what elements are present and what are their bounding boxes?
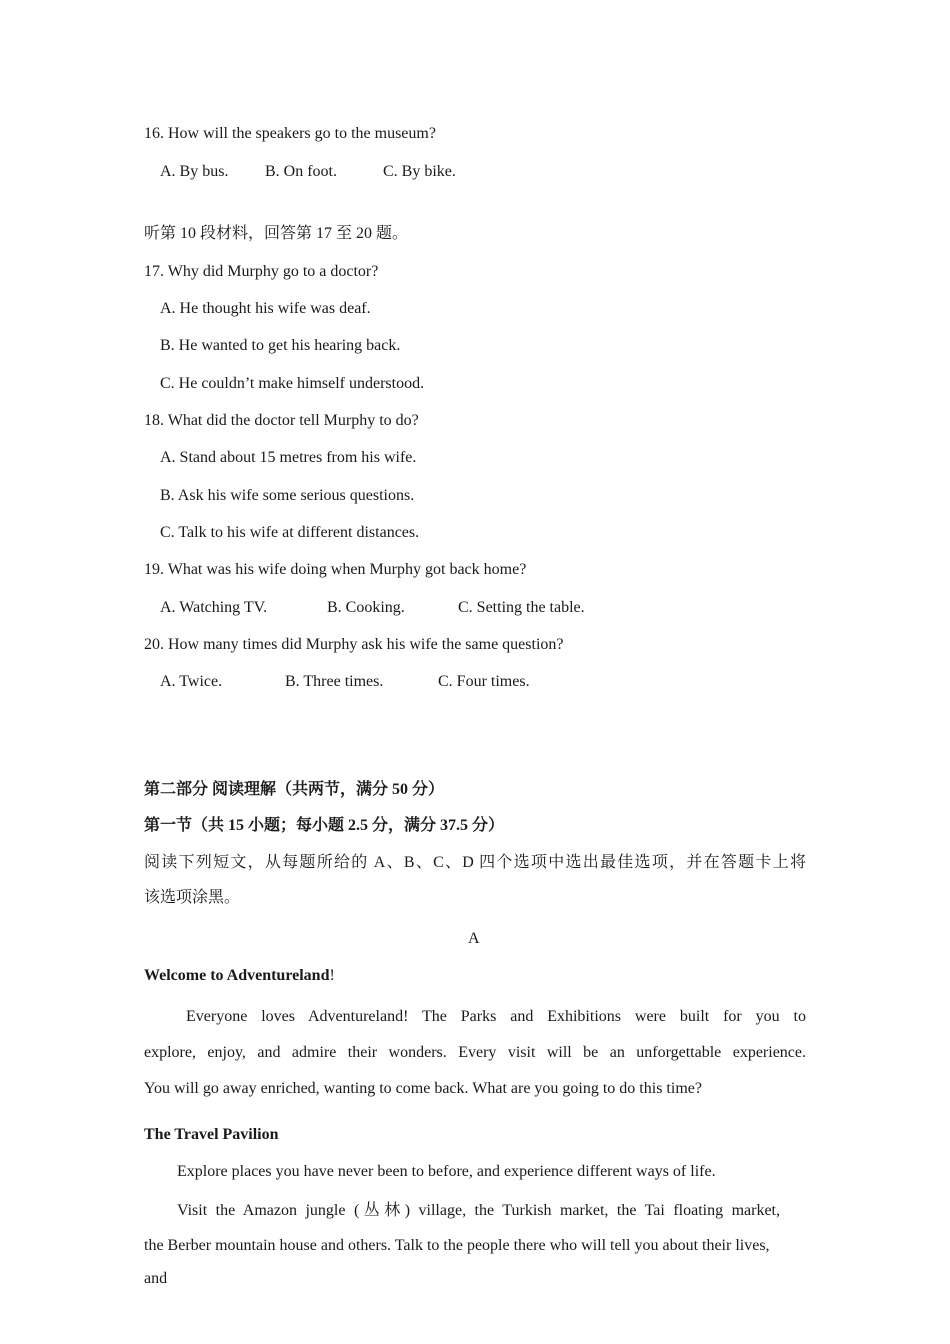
passage-title-mark: ! (329, 967, 335, 984)
q17-option-c: C. He couldn’t make himself understood. (160, 375, 425, 392)
q16-option-b: B. On foot. (265, 163, 337, 180)
q18-option-c: C. Talk to his wife at different distances. (160, 524, 420, 541)
question-16: 16. How will the speakers go to the museum? (144, 125, 436, 142)
passage-letter: A (468, 930, 480, 947)
question-20: 20. How many times did Murphy ask his wife the same question? (144, 636, 564, 653)
section-one-heading: 第一节（共 15 小题；每小题 2.5 分，满分 37.5 分） (144, 817, 505, 834)
intro-line-1: Everyone loves Adventureland! The Parks and Exhibitions were built for you to (186, 1008, 806, 1025)
passage-title-text: Welcome to Adventureland (144, 967, 330, 984)
question-18: 18. What did the doctor tell Murphy to do? (144, 412, 419, 429)
q20-option-b: B. Three times. (285, 673, 384, 690)
question-19: 19. What was his wife doing when Murphy got back home? (144, 561, 527, 578)
q20-option-a: A. Twice. (160, 673, 223, 690)
section-10-heading: 听第 10 段材料，回答第 17 至 20 题。 (144, 225, 409, 242)
q16-option-a: A. By bus. (160, 163, 229, 180)
q19-option-b: B. Cooking. (327, 599, 405, 616)
q18-option-b: B. Ask his wife some serious questions. (160, 487, 415, 504)
instruction-line-1: 阅读下列短文，从每题所给的 A、B、C、D 四个选项中选出最佳选项，并在答题卡上将 (144, 854, 806, 871)
q20-option-c: C. Four times. (438, 673, 530, 690)
pavilion-title: The Travel Pavilion (144, 1126, 279, 1143)
q16-option-c: C. By bike. (383, 163, 456, 180)
q17-option-b: B. He wanted to get his hearing back. (160, 337, 401, 354)
pavilion-para2-line-3: and (144, 1270, 168, 1287)
q19-option-a: A. Watching TV. (160, 599, 268, 616)
instruction-line-2: 该选项涂黑。 (144, 889, 241, 906)
intro-line-2: explore, enjoy, and admire their wonders. Every visit will be an unforgettable experience. (144, 1044, 806, 1061)
pavilion-line-1: Explore places you have never been to before, and experience different ways of life. (177, 1163, 716, 1180)
pavilion-para2-line-1: Visit the Amazon jungle (丛林) village, the Turkish market, the Tai floating market, (177, 1202, 780, 1219)
q19-option-c: C. Setting the table. (458, 599, 585, 616)
part-two-heading: 第二部分 阅读理解（共两节，满分 50 分） (144, 781, 445, 798)
question-17: 17. Why did Murphy go to a doctor? (144, 263, 379, 280)
q18-option-a: A. Stand about 15 metres from his wife. (160, 449, 417, 466)
passage-title (144, 966, 335, 986)
pavilion-para2-line-2: the Berber mountain house and others. Talk to the people there who will tell you about their lives, (144, 1237, 770, 1254)
intro-line-3: You will go away enriched, wanting to come back. What are you going to do this time? (144, 1080, 702, 1097)
q17-option-a: A. He thought his wife was deaf. (160, 300, 371, 317)
